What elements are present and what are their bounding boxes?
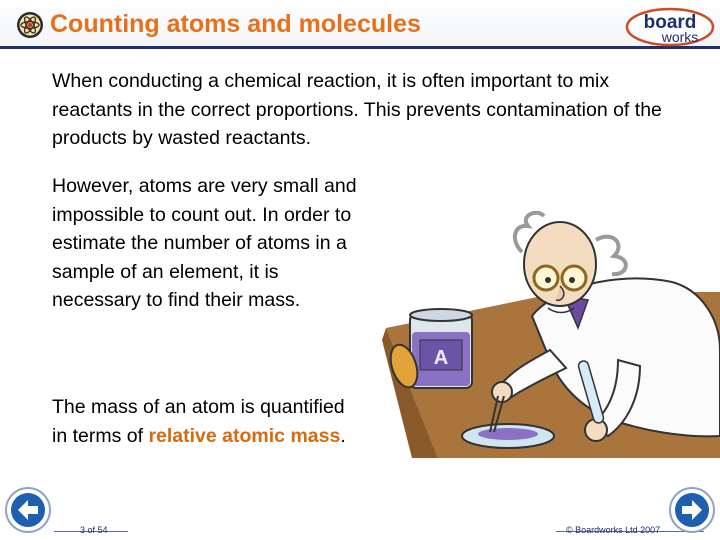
copyright-notice: © Boardworks Ltd 2007 xyxy=(566,525,661,535)
next-slide-button[interactable] xyxy=(668,486,716,534)
slide-header xyxy=(0,0,720,52)
boardworks-logo xyxy=(624,6,716,48)
atom-size-paragraph: However, atoms are very small and impossible to count out. In order to estimate the number of atoms in a sample of an element, it is necessary to find their mass. xyxy=(52,175,357,311)
header-divider xyxy=(0,46,720,49)
atom-icon xyxy=(16,11,44,39)
previous-slide-button[interactable] xyxy=(4,486,52,534)
slide-title: Counting atoms and molecules xyxy=(50,10,421,38)
atomic-mass-text: The mass of an atom is quantified in terms of xyxy=(52,396,345,447)
svg-text:A: A xyxy=(433,347,449,369)
atomic-mass-paragraph xyxy=(52,393,352,450)
atomic-mass-period: . xyxy=(340,424,346,447)
relative-atomic-mass-term: relative atomic mass xyxy=(148,424,341,447)
logo-text-works: works xyxy=(661,29,699,45)
logo-text-board: board xyxy=(643,12,697,33)
petri-dish xyxy=(462,424,554,448)
chemical-jar xyxy=(410,309,472,388)
intro-paragraph: When conducting a chemical reaction, it is often important to mix reactants in the correct proportions. This prevents contamination of the products by wasted reactants. xyxy=(52,70,662,149)
scientist-illustration xyxy=(382,200,720,458)
page-number: 3 of 54 xyxy=(80,525,108,535)
